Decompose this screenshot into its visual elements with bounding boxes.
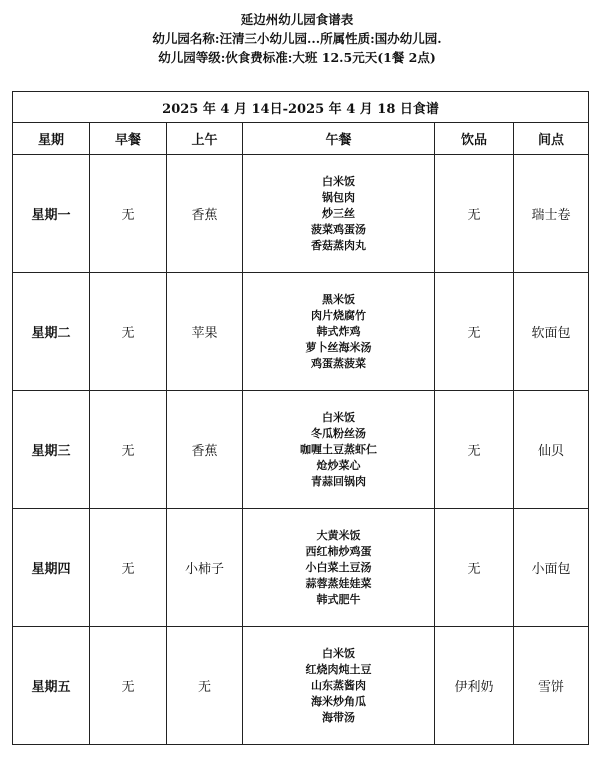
lunch-dish: 肉片烧腐竹 (311, 308, 366, 322)
lunch-dish: 白米饭 (322, 410, 355, 424)
weekday-cell: 星期三 (13, 391, 90, 509)
weekday-cell: 星期一 (13, 155, 90, 273)
lunch-dish: 山东蒸酱肉 (311, 678, 366, 692)
lunch-dish: 菠菜鸡蛋汤 (311, 222, 366, 236)
lunch-dish: 鸡蛋蒸菠菜 (311, 356, 366, 370)
fee-standard-info: 幼儿园等级:伙食费标准:大班 12.5元天(1餐 2点) (158, 50, 436, 65)
lunch-dish: 咖喱土豆蒸虾仁 (300, 442, 377, 456)
table-row (13, 391, 589, 509)
table-header-row (13, 123, 589, 155)
kindergarten-info: 幼儿园名称:汪清三小幼儿园...所属性质:国办幼儿园. (152, 31, 442, 46)
lunch-dish: 西红柿炒鸡蛋 (305, 544, 372, 558)
breakfast-cell: 无 (90, 509, 167, 627)
lunch-dish: 黑米饭 (322, 292, 355, 306)
lunch-dish: 海米炒角瓜 (311, 694, 366, 708)
lunch-dish: 炝炒菜心 (316, 458, 361, 472)
afternoon-snack-cell: 软面包 (514, 273, 589, 391)
morning-snack-cell: 无 (167, 627, 243, 745)
lunch-dish: 大黄米饭 (316, 528, 361, 542)
morning-snack-cell: 香蕉 (167, 391, 243, 509)
lunch-dish: 白米饭 (322, 646, 355, 660)
document-title: 延边州幼儿园食谱表 (240, 12, 354, 27)
drink-cell: 无 (435, 509, 514, 627)
lunch-dish: 锅包肉 (322, 190, 355, 204)
morning-snack-cell: 苹果 (167, 273, 243, 391)
lunch-dish: 青蒜回锅肉 (311, 474, 366, 488)
morning-snack-cell: 小柿子 (167, 509, 243, 627)
drink-cell: 伊利奶 (435, 627, 514, 745)
lunch-cell (243, 627, 435, 745)
lunch-dish: 萝卜丝海米汤 (305, 340, 372, 354)
weekday-cell: 星期四 (13, 509, 90, 627)
lunch-dish: 香菇蒸肉丸 (311, 238, 366, 252)
breakfast-cell: 无 (90, 391, 167, 509)
morning-snack-cell: 香蕉 (167, 155, 243, 273)
lunch-dish: 海带汤 (322, 710, 355, 724)
column-header-drink: 饮品 (435, 123, 514, 155)
weekday-cell: 星期二 (13, 273, 90, 391)
drink-cell: 无 (435, 273, 514, 391)
menu-body (13, 155, 589, 745)
weekly-menu-table (12, 91, 589, 745)
lunch-dish: 韩式炸鸡 (316, 324, 361, 338)
lunch-dish: 蒜蓉蒸娃娃菜 (305, 576, 372, 590)
column-header-weekday: 星期 (13, 123, 90, 155)
table-row (13, 627, 589, 745)
lunch-dish: 白米饭 (322, 174, 355, 188)
breakfast-cell: 无 (90, 273, 167, 391)
drink-cell: 无 (435, 391, 514, 509)
breakfast-cell: 无 (90, 627, 167, 745)
table-row (13, 155, 589, 273)
drink-cell: 无 (435, 155, 514, 273)
document-header (0, 10, 594, 67)
afternoon-snack-cell: 小面包 (514, 509, 589, 627)
afternoon-snack-cell: 仙贝 (514, 391, 589, 509)
lunch-dish: 炒三丝 (322, 206, 355, 220)
lunch-cell (243, 391, 435, 509)
column-header-breakfast: 早餐 (90, 123, 167, 155)
afternoon-snack-cell: 雪饼 (514, 627, 589, 745)
lunch-dish: 小白菜土豆汤 (305, 560, 372, 574)
lunch-cell (243, 155, 435, 273)
lunch-cell (243, 509, 435, 627)
breakfast-cell: 无 (90, 155, 167, 273)
column-header-lunch: 午餐 (243, 123, 435, 155)
lunch-cell (243, 273, 435, 391)
column-header-snack: 间点 (514, 123, 589, 155)
lunch-dish: 红烧肉炖土豆 (305, 662, 372, 676)
date-range-row (13, 92, 589, 123)
lunch-dish: 韩式肥牛 (316, 592, 361, 606)
weekday-cell: 星期五 (13, 627, 90, 745)
afternoon-snack-cell: 瑞士卷 (514, 155, 589, 273)
date-range-caption: 2025 年 4 月 14日-2025 年 4 月 18 日食谱 (13, 92, 589, 123)
table-row (13, 509, 589, 627)
column-header-morning: 上午 (167, 123, 243, 155)
table-row (13, 273, 589, 391)
lunch-dish: 冬瓜粉丝汤 (311, 426, 366, 440)
